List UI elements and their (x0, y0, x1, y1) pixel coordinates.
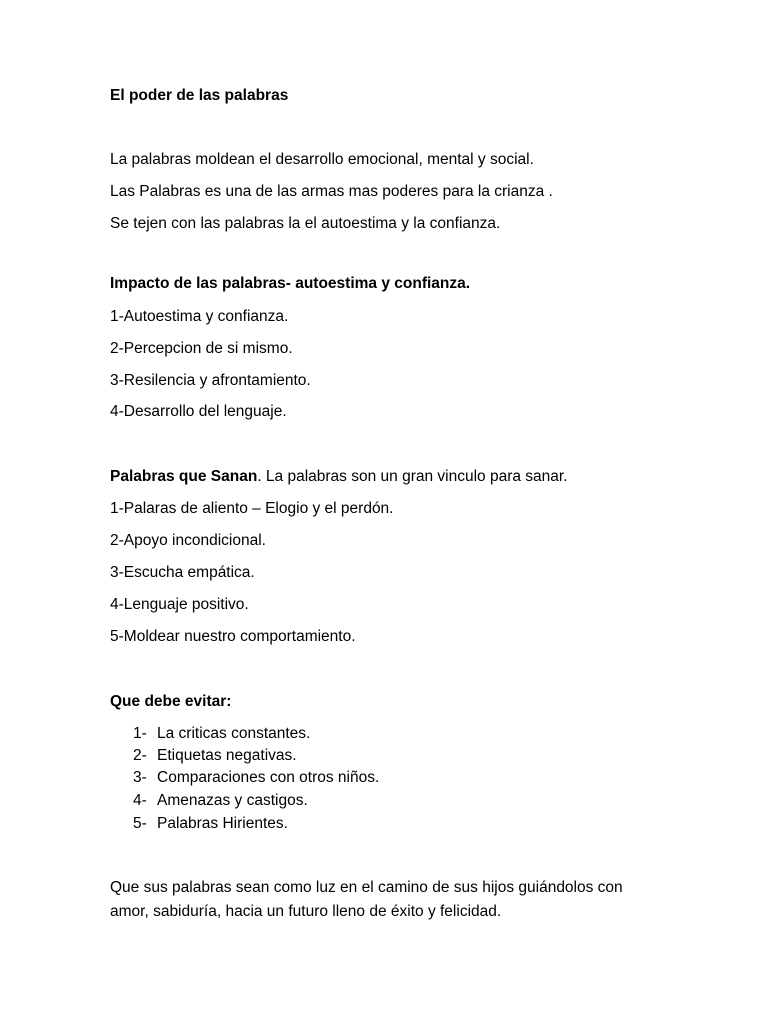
heal-item: 4-Lenguaje positivo. (110, 596, 249, 613)
intro-line: La palabras moldean el desarrollo emocional, mental y social. (110, 151, 534, 168)
avoid-item-text: La criticas constantes. (157, 725, 311, 742)
impact-item: 1-Autoestima y confianza. (110, 308, 289, 325)
impact-item: 4-Desarrollo del lenguaje. (110, 403, 287, 420)
avoid-item-number: 5- (133, 815, 147, 832)
avoid-item (133, 791, 308, 811)
avoid-item-number: 3- (133, 769, 147, 786)
heal-heading-rest: . La palabras son un gran vinculo para sanar. (257, 468, 568, 485)
intro-line: Se tejen con las palabras la el autoestima y la confianza. (110, 215, 501, 232)
avoid-item-text: Palabras Hirientes. (157, 815, 288, 832)
heal-item: 3-Escucha empática. (110, 564, 255, 581)
avoid-item (133, 814, 288, 834)
avoid-item-text: Etiquetas negativas. (157, 747, 297, 764)
avoid-item-text: Comparaciones con otros niños. (157, 769, 380, 786)
avoid-heading: Que debe evitar: (110, 693, 232, 710)
heal-heading: Palabras que Sanan (110, 468, 258, 485)
avoid-item-number: 4- (133, 792, 147, 809)
heal-item: 2-Apoyo incondicional. (110, 532, 266, 549)
avoid-item-text: Amenazas y castigos. (157, 792, 308, 809)
heal-heading-line (110, 467, 568, 487)
avoid-item (133, 724, 310, 744)
impact-item: 3-Resilencia y afrontamiento. (110, 372, 311, 389)
intro-line: Las Palabras es una de las armas mas poderes para la crianza . (110, 183, 553, 200)
avoid-item-number: 2- (133, 747, 147, 764)
heal-item: 1-Palaras de aliento – Elogio y el perdón. (110, 500, 394, 517)
avoid-item (133, 768, 379, 788)
impact-heading: Impacto de las palabras- autoestima y confianza. (110, 275, 471, 292)
closing-line: amor, sabiduría, hacia un futuro lleno de éxito y felicidad. (110, 903, 502, 920)
avoid-item (133, 746, 297, 766)
impact-item: 2-Percepcion de si mismo. (110, 340, 293, 357)
heal-item: 5-Moldear nuestro comportamiento. (110, 628, 356, 645)
avoid-item-number: 1- (133, 725, 147, 742)
document-title: El poder de las palabras (110, 87, 289, 104)
closing-line: Que sus palabras sean como luz en el camino de sus hijos guiándolos con (110, 879, 623, 896)
